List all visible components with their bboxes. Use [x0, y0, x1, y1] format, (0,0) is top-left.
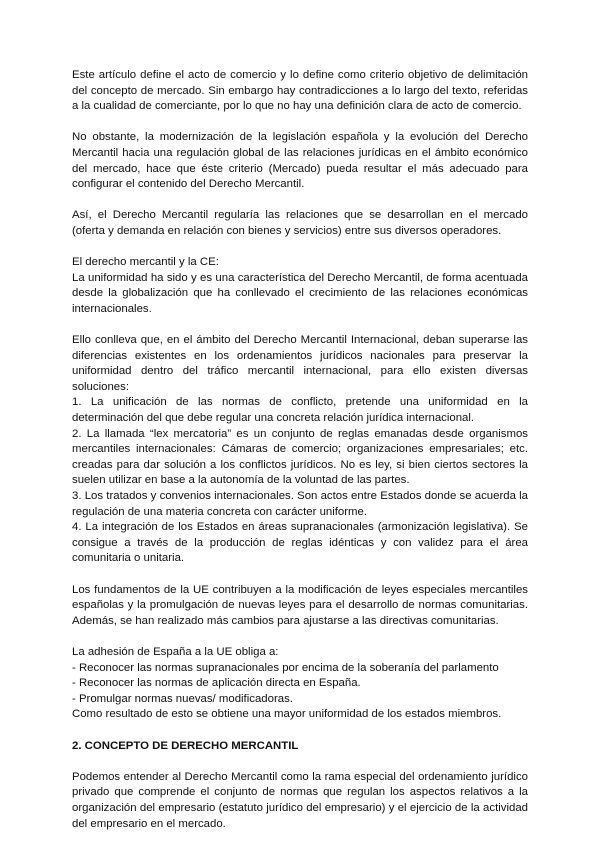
solution-item-4: 4. La integración de los Estados en áreas supranacionales (armonización legislativa). Se consigue a través de la producción de reglas idénticas y con validez para el área comunitaria o unitaria. — [72, 521, 528, 565]
section-derecho-mercantil-ce — [72, 255, 528, 317]
section-soluciones — [72, 333, 528, 567]
ce-subtitle: El derecho mercantil y la CE: — [72, 256, 219, 269]
section-heading-concepto: 2. CONCEPTO DE DERECHO MERCANTIL — [72, 739, 299, 752]
adhesion-intro: La adhesión de España a la UE obliga a: — [72, 645, 279, 658]
ce-body: La uniformidad ha sido y es una característica del Derecho Mercantil, de forma acentuada desde la globalización que ha conllevado el crecimiento de las relaciones económicas internacionales. — [72, 271, 528, 315]
soluciones-intro: Ello conlleva que, en el ámbito del Derecho Mercantil Internacional, deban superarse las diferencias existentes en los ordenamientos jurídicos nacionales para preservar la uniformidad dentro del tráfico mercantil internacional, para ello existen diversas soluciones: — [72, 334, 528, 393]
adhesion-item-2: - Reconocer las normas de aplicación directa en España. — [72, 677, 361, 690]
document-page — [72, 68, 528, 848]
paragraph-modernizacion: No obstante, la modernización de la legislación española y la evolución del Derecho Mercantil hacia una regulación global de las relaciones jurídicas en el ámbito económico del mercado, hace que éste criterio (Mercado) pueda resultar el más adecuado para configurar el contenido del Derecho Mercantil. — [72, 131, 528, 191]
adhesion-result: Como resultado de esto se obtiene una mayor uniformidad de los estados miembros. — [72, 708, 502, 721]
paragraph-concepto-definicion: Podemos entender al Derecho Mercantil como la rama especial del ordenamiento jurídico privado que comprende el conjunto de normas que regulan los aspectos relativos a la organización del empresario (estatuto jurídico del empresario) y el ejercicio de la actividad del empresario en el mercado. — [72, 770, 528, 830]
solution-item-1: 1. La unificación de las normas de conflicto, pretende una uniformidad en la determinación del que debe regular una concreta relación jurídica internacional. — [72, 396, 528, 425]
solution-item-2: 2. La llamada “lex mercatoria” es un conjunto de reglas emanadas desde organismos mercantiles internacionales: Cámaras de comercio; organizaciones empresariales; etc. creadas para dar solución a los conflictos jurídicos. No es ley, si bien ciertos sectores la suelen utilizar en base a la autonomía de la voluntad de las partes. — [72, 427, 528, 487]
paragraph-relaciones-mercado: Así, el Derecho Mercantil regularía las relaciones que se desarrollan en el mercado (oferta y demanda en relación con bienes y servicios) entre sus diversos operadores. — [72, 209, 528, 237]
section-adhesion-ue — [72, 645, 528, 723]
adhesion-item-3: - Promulgar normas nuevas/ modificadoras. — [72, 692, 293, 705]
paragraph-acto-de-comercio: Este artículo define el acto de comercio y lo define como criterio objetivo de delimitación del concepto de mercado. Sin embargo hay contradicciones a lo largo del texto, referidas a la cualidad de comerciante, por lo que no hay una definición clara de acto de comercio. — [72, 69, 528, 113]
paragraph-fundamentos-ue: Los fundamentos de la UE contribuyen a la modificación de leyes especiales mercantiles españolas y la promulgación de nuevas leyes para el desarrollo de normas comunitarias. Además, se han realizado más cambios para ajustarse a las directivas comunitarias. — [72, 583, 528, 627]
adhesion-item-1: - Reconocer las normas supranacionales por encima de la soberanía del parlamento — [72, 661, 499, 674]
solution-item-3: 3. Los tratados y convenios internacionales. Son actos entre Estados donde se acuerda la regulación de una materia concreta con carácter uniforme. — [72, 490, 528, 518]
